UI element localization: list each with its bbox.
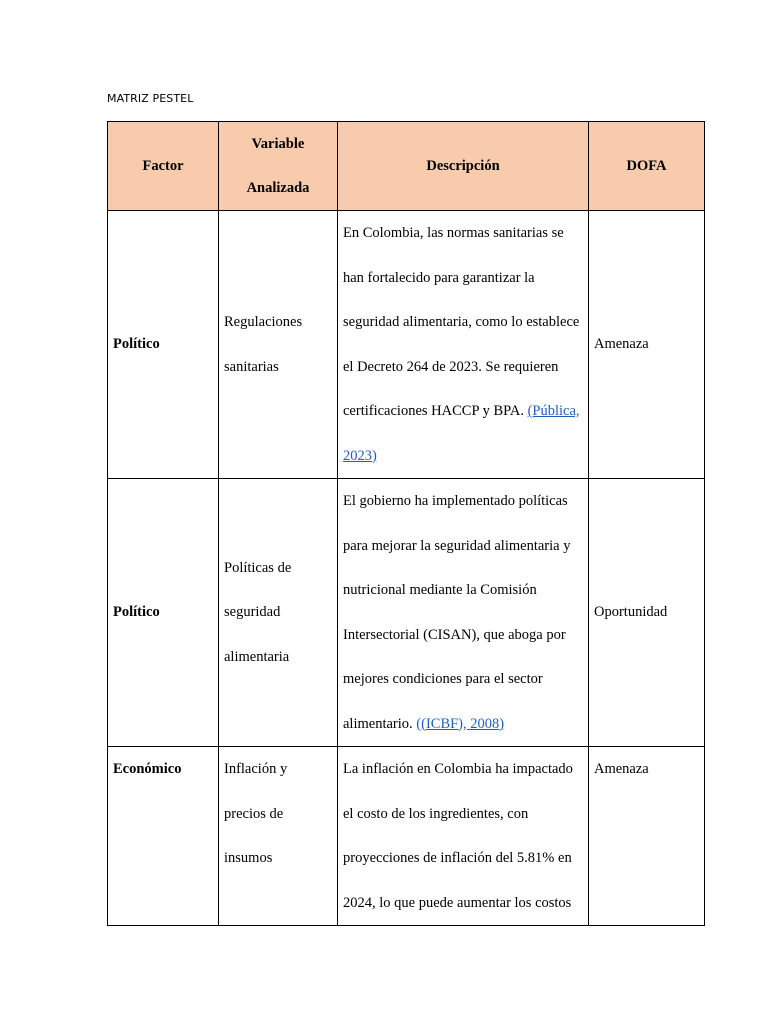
row-descripcion-text: En Colombia, las normas sanitarias se han fortalecido para garantizar la seguridad alimentaria, como lo establece el Decreto 264 de 2023. Se requieren certificaciones HACCP y BPA.	[343, 225, 580, 419]
row-descripcion	[338, 747, 589, 926]
row-variable: Políticas de seguridad alimentaria	[219, 479, 338, 747]
table-row	[108, 747, 705, 926]
citation-link[interactable]: (Pública, 2023)	[343, 403, 580, 464]
header-variable-analizada	[219, 122, 338, 211]
header-dofa: DOFA	[589, 122, 705, 211]
row-variable: Regulaciones sanitarias	[219, 211, 338, 479]
row-descripcion-text: El gobierno ha implementado políticas para mejorar la seguridad alimentaria y nutricional mediante la Comisión Intersectorial (CISAN), que aboga por mejores condiciones para el sector alimentario.	[343, 493, 571, 732]
header-variable-line2: Analizada	[246, 180, 310, 196]
row-dofa: Oportunidad	[589, 479, 705, 747]
row-descripcion-text: La inflación en Colombia ha impactado el costo de los ingredientes, con proyecciones de inflación del 5.81% en 2024, lo que puede aumentar los costos	[343, 761, 573, 911]
row-factor: Económico	[108, 747, 219, 926]
document-heading: MATRIZ PESTEL	[107, 92, 194, 105]
header-descripcion: Descripción	[338, 122, 589, 211]
citation-link[interactable]: ((ICBF), 2008)	[416, 715, 505, 732]
row-descripcion	[338, 211, 589, 479]
row-factor: Político	[108, 211, 219, 479]
row-descripcion	[338, 479, 589, 747]
pestel-matrix-table	[107, 121, 705, 926]
header-variable-line1: Variable	[251, 136, 305, 152]
row-variable: Inflación y precios de insumos	[219, 747, 338, 926]
header-factor: Factor	[108, 122, 219, 211]
table-header-row	[108, 122, 705, 211]
row-dofa: Amenaza	[589, 211, 705, 479]
table-row	[108, 479, 705, 747]
table-row	[108, 211, 705, 479]
row-factor: Político	[108, 479, 219, 747]
row-dofa: Amenaza	[589, 747, 705, 926]
